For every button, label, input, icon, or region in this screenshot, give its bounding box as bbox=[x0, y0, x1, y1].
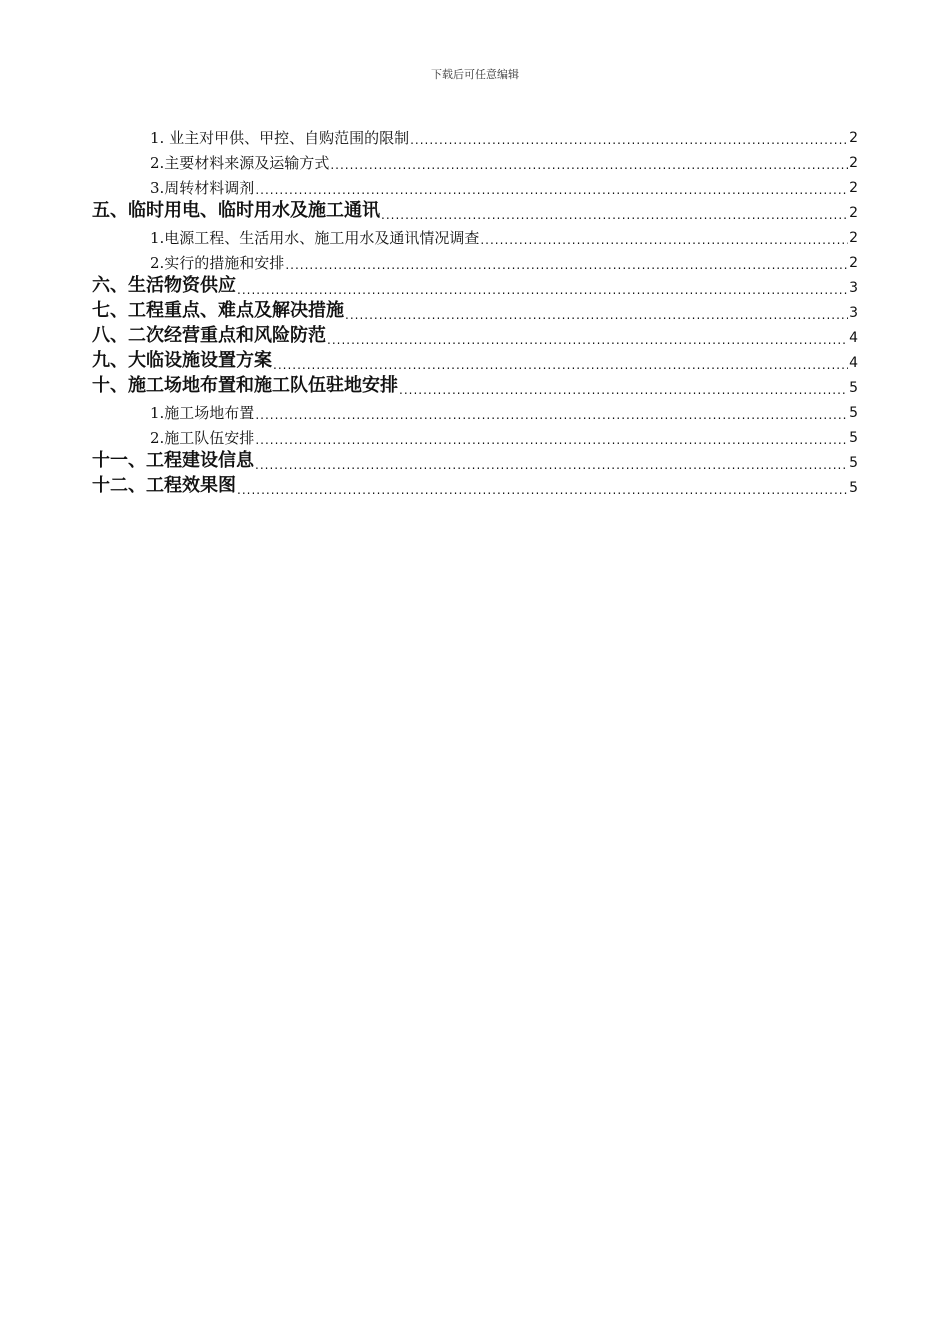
toc-entry-page: 2 bbox=[849, 130, 858, 147]
toc-dot-leader bbox=[399, 383, 848, 397]
toc-entry[interactable] bbox=[92, 297, 858, 322]
toc-entry[interactable] bbox=[92, 247, 858, 272]
toc-entry[interactable] bbox=[92, 472, 858, 497]
toc-entry[interactable] bbox=[92, 272, 858, 297]
toc-entry[interactable] bbox=[92, 122, 858, 147]
toc-entry-title: 1.施工场地布置 bbox=[150, 404, 255, 422]
toc-entry-title: 十、施工场地布置和施工队伍驻地安排 bbox=[92, 375, 398, 397]
toc-entry-page: 4 bbox=[849, 355, 858, 372]
toc-entry[interactable] bbox=[92, 172, 858, 197]
toc-entry[interactable] bbox=[92, 447, 858, 472]
toc-dot-leader bbox=[285, 258, 848, 272]
toc-entry-page: 4 bbox=[849, 330, 858, 347]
toc-entry-title: 3.周转材料调剂 bbox=[150, 179, 255, 197]
toc-dot-leader bbox=[255, 408, 848, 422]
toc-entry-title: 2.主要材料来源及运输方式 bbox=[150, 154, 330, 172]
toc-dot-leader bbox=[410, 133, 848, 147]
toc-entry-page: 2 bbox=[849, 155, 858, 172]
toc-dot-leader bbox=[327, 333, 848, 347]
page-header-note: 下载后可任意编辑 bbox=[431, 68, 519, 81]
toc-entry-page: 2 bbox=[849, 180, 858, 197]
toc-entry-title: 七、工程重点、难点及解决措施 bbox=[92, 300, 344, 322]
toc-dot-leader bbox=[273, 358, 848, 372]
toc-entry[interactable] bbox=[92, 197, 858, 222]
toc-entry-title: 六、生活物资供应 bbox=[92, 275, 236, 297]
toc-entry-title: 2.施工队伍安排 bbox=[150, 429, 255, 447]
toc-dot-leader bbox=[237, 283, 848, 297]
toc-dot-leader bbox=[255, 458, 848, 472]
toc-entry-page: 5 bbox=[849, 405, 858, 422]
toc-entry-page: 5 bbox=[849, 480, 858, 497]
toc-dot-leader bbox=[381, 208, 848, 222]
toc-entry-title: 1.电源工程、生活用水、施工用水及通讯情况调查 bbox=[150, 229, 480, 247]
toc-entry-page: 5 bbox=[849, 455, 858, 472]
toc-entry[interactable] bbox=[92, 222, 858, 247]
toc-entry-page: 3 bbox=[849, 305, 858, 322]
toc-dot-leader bbox=[237, 483, 848, 497]
toc-entry-title: 十一、工程建设信息 bbox=[92, 450, 254, 472]
toc-entry-page: 2 bbox=[849, 205, 858, 222]
toc-entry-page: 5 bbox=[849, 430, 858, 447]
toc-entry-page: 2 bbox=[849, 230, 858, 247]
toc-entry[interactable] bbox=[92, 347, 858, 372]
toc-dot-leader bbox=[345, 308, 848, 322]
toc-entry[interactable] bbox=[92, 422, 858, 447]
toc-entry-title: 八、二次经营重点和风险防范 bbox=[92, 325, 326, 347]
toc-dot-leader bbox=[330, 158, 848, 172]
toc-dot-leader bbox=[255, 183, 848, 197]
toc-entry-page: 3 bbox=[849, 280, 858, 297]
toc-dot-leader bbox=[255, 433, 848, 447]
toc-entry-page: 2 bbox=[849, 255, 858, 272]
toc-dot-leader bbox=[480, 233, 848, 247]
toc-entry[interactable] bbox=[92, 397, 858, 422]
toc-entry-title: 五、临时用电、临时用水及施工通讯 bbox=[92, 200, 380, 222]
toc-entry-title: 十二、工程效果图 bbox=[92, 475, 236, 497]
toc-entry[interactable] bbox=[92, 322, 858, 347]
toc-entry-title: 1. 业主对甲供、甲控、自购范围的限制 bbox=[150, 129, 410, 147]
toc-entry[interactable] bbox=[92, 372, 858, 397]
table-of-contents bbox=[92, 122, 858, 497]
toc-entry-title: 2.实行的措施和安排 bbox=[150, 254, 285, 272]
toc-entry-page: 5 bbox=[849, 380, 858, 397]
toc-entry-title: 九、大临设施设置方案 bbox=[92, 350, 272, 372]
toc-entry[interactable] bbox=[92, 147, 858, 172]
